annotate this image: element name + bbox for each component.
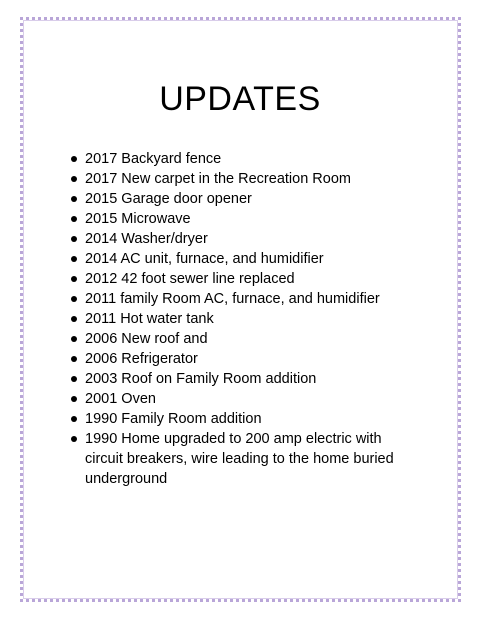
bullet-icon: [71, 316, 77, 322]
list-item: [68, 149, 408, 169]
list-item-text: 1990 Family Room addition: [85, 411, 262, 427]
list-item-text: 2012 42 foot sewer line replaced: [85, 271, 295, 287]
bullet-icon: [71, 156, 77, 162]
list-item: [68, 229, 408, 249]
list-item-text: 2011 family Room AC, furnace, and humidifier: [85, 291, 380, 307]
list-item-text: 2011 Hot water tank: [85, 311, 214, 327]
list-item: [68, 429, 408, 489]
list-item-text: 2014 Washer/dryer: [85, 231, 208, 247]
list-item-text: 1990 Home upgraded to 200 amp electric with circuit breakers, wire leading to the home buried underground: [85, 431, 394, 487]
list-item-text: 2017 Backyard fence: [85, 151, 222, 167]
bullet-icon: [71, 236, 77, 242]
list-item-text: 2015 Microwave: [85, 211, 191, 227]
bullet-icon: [71, 196, 77, 202]
list-item: [68, 249, 408, 269]
list-item-text: 2003 Roof on Family Room addition: [85, 371, 317, 387]
bullet-icon: [71, 376, 77, 382]
bullet-icon: [71, 256, 77, 262]
list-item: [68, 209, 408, 229]
bullet-icon: [71, 356, 77, 362]
list-item: [68, 169, 408, 189]
bullet-icon: [71, 176, 77, 182]
bullet-icon: [71, 216, 77, 222]
list-item: [68, 389, 408, 409]
list-item-text: 2006 New roof and: [85, 331, 208, 347]
list-item: [68, 329, 408, 349]
list-item-text: 2017 New carpet in the Recreation Room: [85, 171, 351, 187]
bullet-icon: [71, 396, 77, 402]
list-item: [68, 289, 408, 309]
list-item: [68, 269, 408, 289]
list-item-text: 2014 AC unit, furnace, and humidifier: [85, 251, 324, 267]
updates-list: [68, 149, 408, 489]
bullet-icon: [71, 336, 77, 342]
list-item: [68, 369, 408, 389]
list-item: [68, 309, 408, 329]
bullet-icon: [71, 436, 77, 442]
list-item-text: 2001 Oven: [85, 391, 156, 407]
list-item: [68, 409, 408, 429]
list-item: [68, 349, 408, 369]
list-item-text: 2006 Refrigerator: [85, 351, 198, 367]
bullet-icon: [71, 276, 77, 282]
bullet-icon: [71, 296, 77, 302]
bullet-icon: [71, 416, 77, 422]
page-title: UPDATES: [159, 79, 321, 118]
list-item: [68, 189, 408, 209]
list-item-text: 2015 Garage door opener: [85, 191, 252, 207]
